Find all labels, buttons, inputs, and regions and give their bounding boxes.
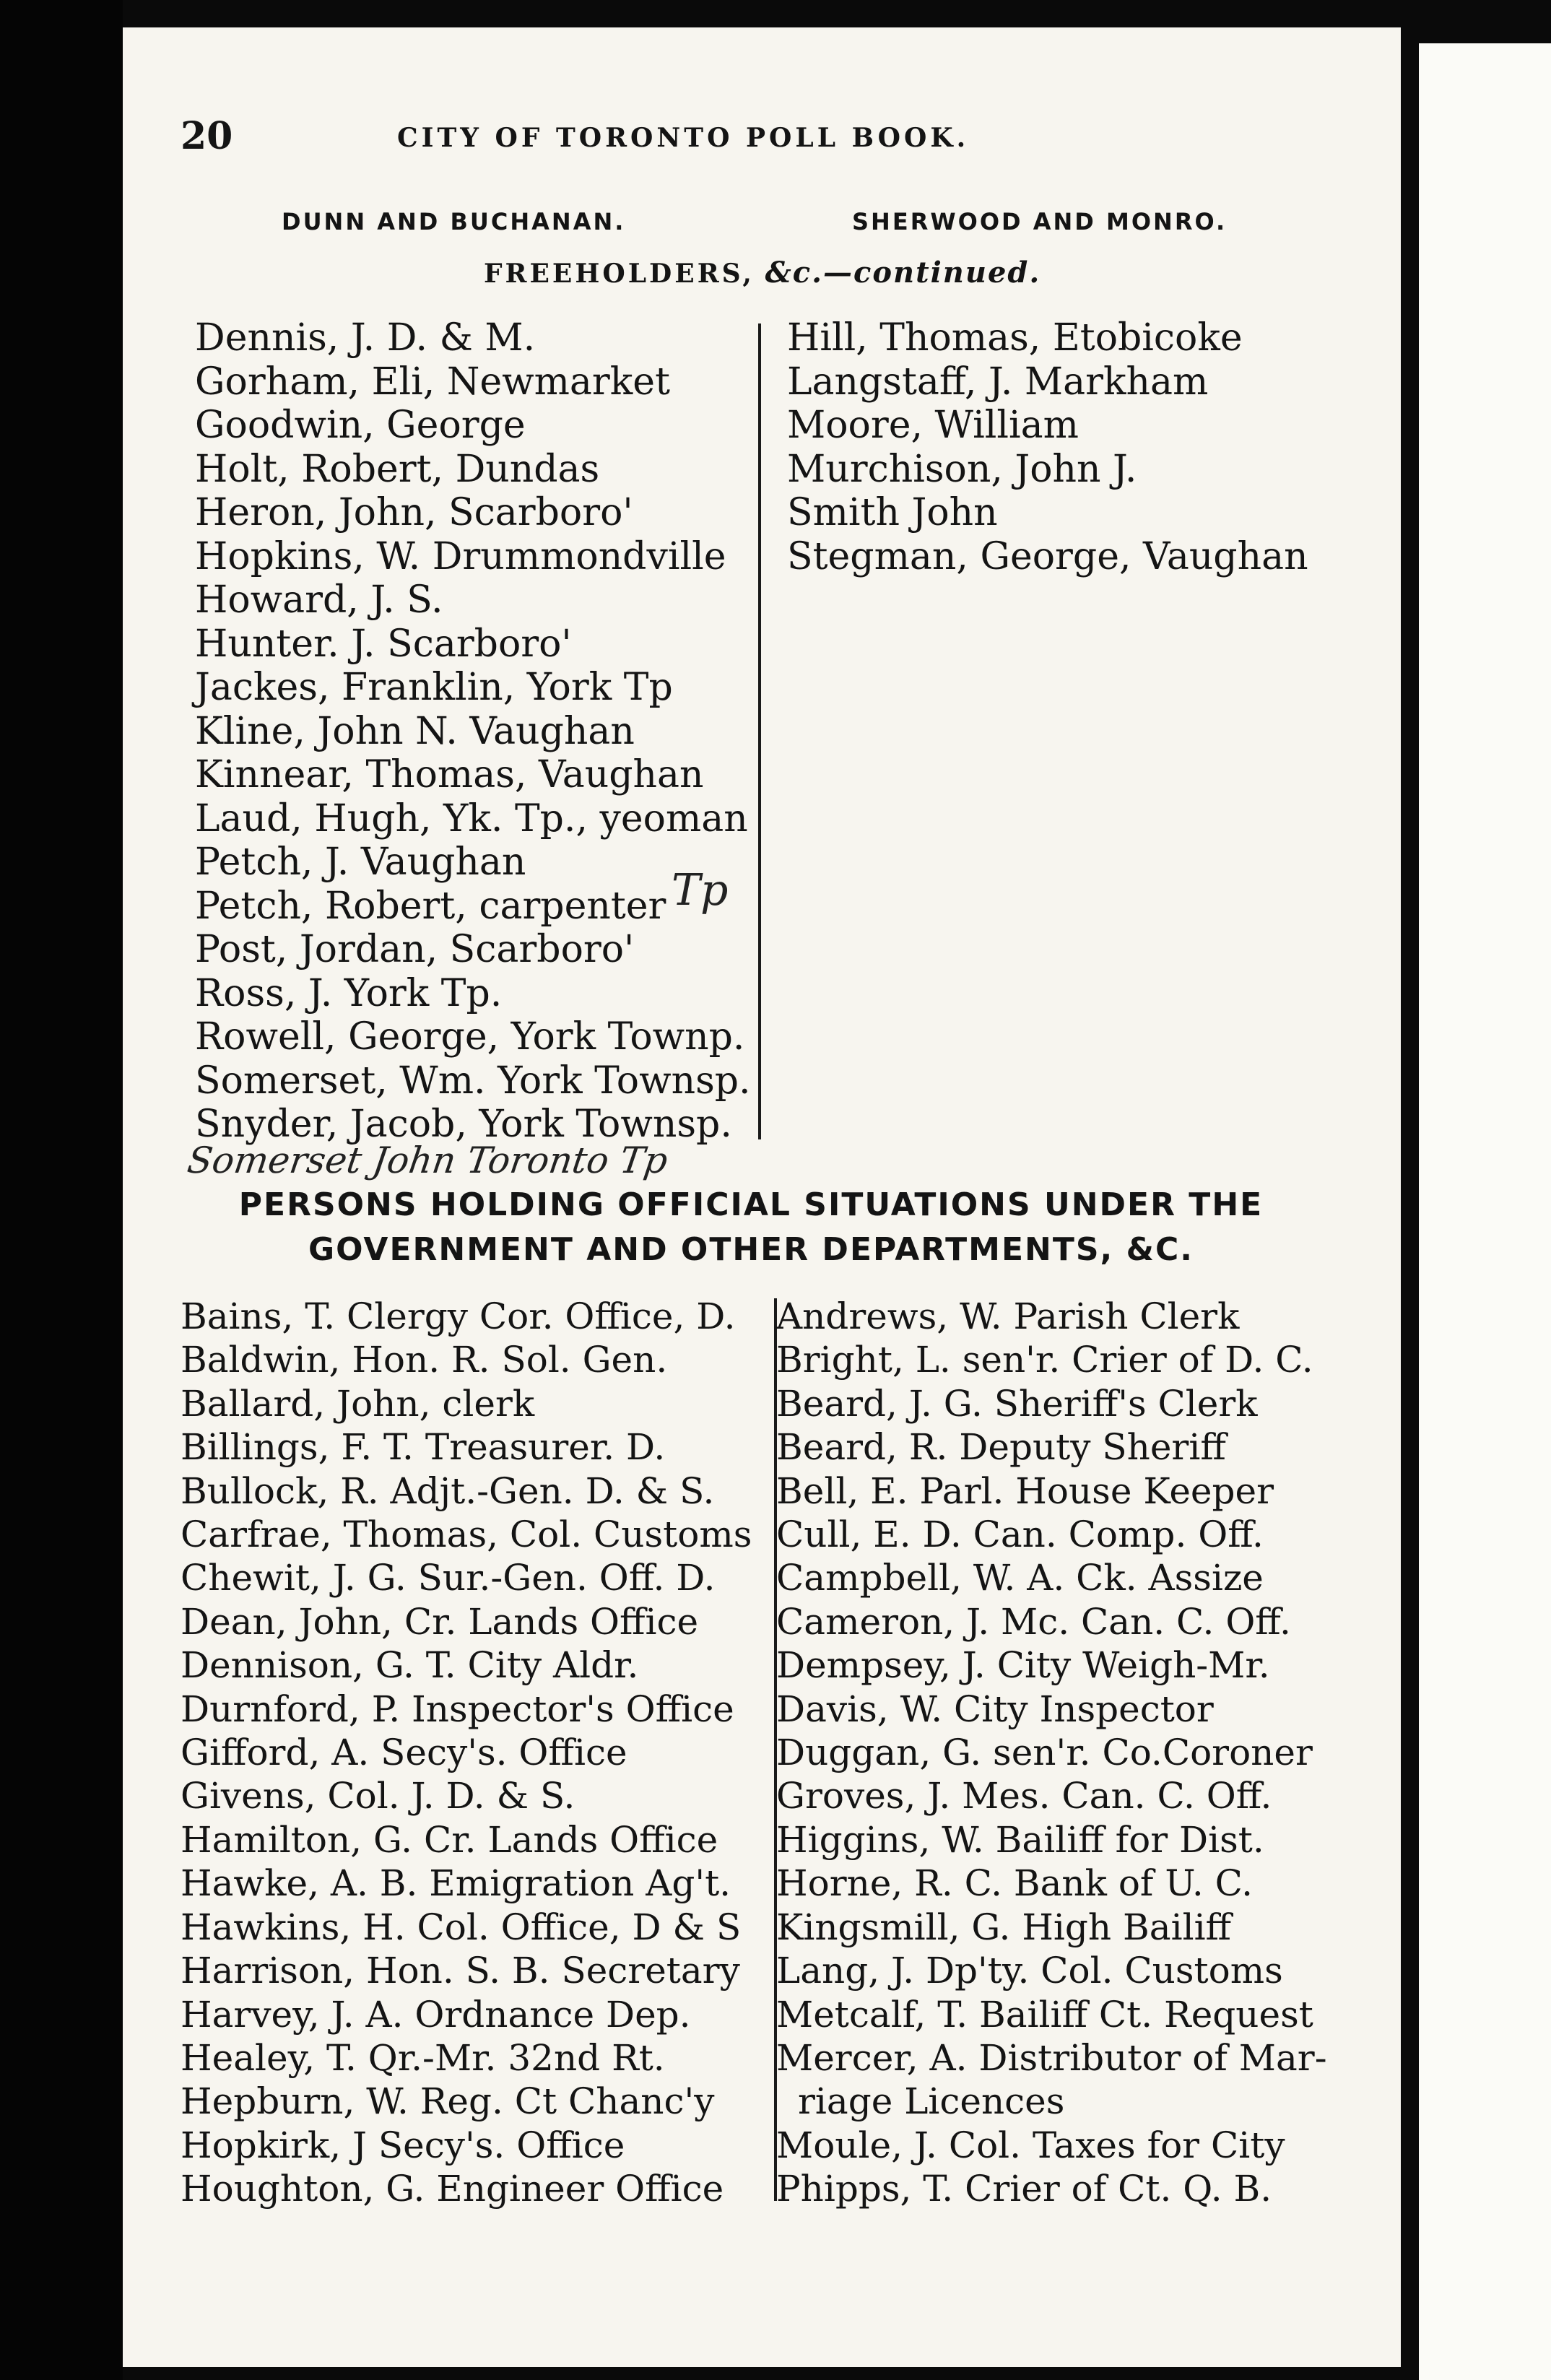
list-item: Hawkins, H. Col. Office, D & S (181, 1906, 742, 1948)
list-item: Hopkins, W. Drummondville (195, 534, 726, 578)
list-item: Stegman, George, Vaughan (787, 534, 1308, 578)
list-item: Moore, William (787, 404, 1079, 447)
list-item: Horne, R. C. Bank of U. C. (776, 1862, 1254, 1905)
list-item: Howard, J. S. (195, 578, 443, 622)
page-number: 20 (181, 114, 233, 158)
scan-left-edge (0, 0, 123, 2380)
list-item: Cull, E. D. Can. Comp. Off. (776, 1513, 1264, 1556)
list-item: Metcalf, T. Bailiff Ct. Request (776, 1993, 1313, 2036)
list-item: Beard, R. Deputy Sheriff (776, 1426, 1226, 1469)
list-item: Post, Jordan, Scarboro' (195, 928, 635, 971)
freeholders-label: FREEHOLDERS, (484, 259, 755, 289)
list-item: Dean, John, Cr. Lands Office (181, 1600, 699, 1643)
list-item: Houghton, G. Engineer Office (181, 2168, 724, 2210)
list-item: Chewit, J. G. Sur.-Gen. Off. D. (181, 1557, 716, 1599)
list-item: Kinnear, Thomas, Vaughan (195, 753, 704, 796)
left-column-heading: DUNN AND BUCHANAN. (282, 208, 626, 235)
list-item: Givens, Col. J. D. & S. (181, 1775, 575, 1817)
freeholders-left-list (195, 316, 751, 1147)
list-item: Lang, J. Dp'ty. Col. Customs (776, 1950, 1283, 1992)
list-item: Bell, E. Parl. House Keeper (776, 1469, 1274, 1512)
list-item: Campbell, W. A. Ck. Assize (776, 1557, 1264, 1599)
list-item: Dempsey, J. City Weigh-Mr. (776, 1644, 1270, 1687)
right-column-heading: SHERWOOD AND MONRO. (852, 208, 1228, 235)
handwritten-mark: Tp (672, 865, 729, 916)
list-item: Hepburn, W. Reg. Ct Chanc'y (181, 2080, 715, 2123)
list-item: Phipps, T. Crier of Ct. Q. B. (776, 2168, 1272, 2210)
list-item: Ross, J. York Tp. (195, 971, 503, 1015)
freeholders-subtitle (484, 256, 1040, 290)
list-item: Hamilton, G. Cr. Lands Office (181, 1818, 718, 1861)
list-item: Laud, Hugh, Yk. Tp., yeoman (195, 796, 748, 841)
list-item: Duggan, G. sen'r. Co.Coroner (776, 1732, 1313, 1774)
list-item: Goodwin, George (195, 404, 526, 447)
list-item: Rowell, George, York Townp. (195, 1015, 745, 1059)
list-item: Ballard, John, clerk (181, 1382, 535, 1425)
handwritten-note: Somerset John Toronto Tp (184, 1139, 671, 1181)
list-item: Holt, Robert, Dundas (195, 447, 600, 491)
list-item: Hawke, A. B. Emigration Ag't. (181, 1862, 731, 1905)
officials-title-line2: GOVERNMENT AND OTHER DEPARTMENTS, &C. (308, 1231, 1194, 1268)
list-item: Groves, J. Mes. Can. C. Off. (776, 1775, 1272, 1817)
list-item: Carfrae, Thomas, Col. Customs (181, 1513, 752, 1556)
list-item: Kingsmill, G. High Bailiff (776, 1906, 1232, 1948)
list-item: Andrews, W. Parish Clerk (776, 1295, 1240, 1337)
list-item: Gorham, Eli, Newmarket (195, 360, 670, 404)
list-item: Petch, Robert, carpenter (195, 884, 666, 928)
adjacent-page-strip (1419, 43, 1551, 2380)
list-item: Smith John (787, 491, 998, 534)
list-item: Bullock, R. Adjt.-Gen. D. & S. (181, 1469, 715, 1512)
column-divider-top (758, 323, 761, 1139)
list-item: Snyder, Jacob, York Townsp. (195, 1103, 732, 1146)
continued-label: &c.—continued. (765, 256, 1041, 290)
officials-title-line1: PERSONS HOLDING OFFICIAL SITUATIONS UNDER THE (238, 1186, 1264, 1223)
list-item: Heron, John, Scarboro' (195, 491, 633, 534)
list-item: Murchison, John J. (787, 447, 1137, 491)
list-item: Hill, Thomas, Etobicoke (787, 316, 1243, 360)
page-header (181, 114, 1350, 172)
list-item: Hunter. J. Scarboro' (195, 622, 572, 666)
list-item: Healey, T. Qr.-Mr. 32nd Rt. (181, 2036, 665, 2079)
list-item: Hopkirk, J Secy's. Office (181, 2124, 625, 2166)
list-item: Higgins, W. Bailiff for Dist. (776, 1818, 1264, 1861)
list-item: Jackes, Franklin, York Tp (195, 666, 673, 709)
list-item: Harrison, Hon. S. B. Secretary (181, 1950, 740, 1992)
list-item: Kline, John N. Vaughan (195, 709, 635, 753)
list-item: Cameron, J. Mc. Can. C. Off. (776, 1600, 1291, 1643)
book-page (123, 27, 1401, 2367)
officials-left-list (181, 1295, 752, 2211)
list-item: Dennison, G. T. City Aldr. (181, 1644, 639, 1687)
list-item: Durnford, P. Inspector's Office (181, 1688, 734, 1730)
list-item: Baldwin, Hon. R. Sol. Gen. (181, 1339, 668, 1381)
list-item: Bright, L. sen'r. Crier of D. C. (776, 1339, 1313, 1381)
list-item: Billings, F. T. Treasurer. D. (181, 1426, 666, 1469)
list-item: Langstaff, J. Markham (787, 360, 1209, 404)
list-item: Bains, T. Clergy Cor. Office, D. (181, 1295, 736, 1337)
running-title: CITY OF TORONTO POLL BOOK. (397, 123, 970, 153)
list-item: Dennis, J. D. & M. (195, 316, 536, 360)
list-item: riage Licences (798, 2080, 1065, 2123)
list-item: Petch, J. Vaughan (195, 841, 526, 884)
list-item: Beard, J. G. Sheriff's Clerk (776, 1382, 1258, 1425)
list-item: Somerset, Wm. York Townsp. (195, 1059, 751, 1103)
list-item: Mercer, A. Distributor of Mar- (776, 2036, 1327, 2079)
freeholders-right-list (787, 316, 1308, 578)
list-item: Davis, W. City Inspector (776, 1688, 1214, 1730)
officials-section-title (181, 1183, 1321, 1272)
list-item: Gifford, A. Secy's. Office (181, 1732, 627, 1774)
list-item: Moule, J. Col. Taxes for City (776, 2124, 1285, 2166)
list-item: Harvey, J. A. Ordnance Dep. (181, 1993, 691, 2036)
officials-right-list (776, 1295, 1327, 2211)
